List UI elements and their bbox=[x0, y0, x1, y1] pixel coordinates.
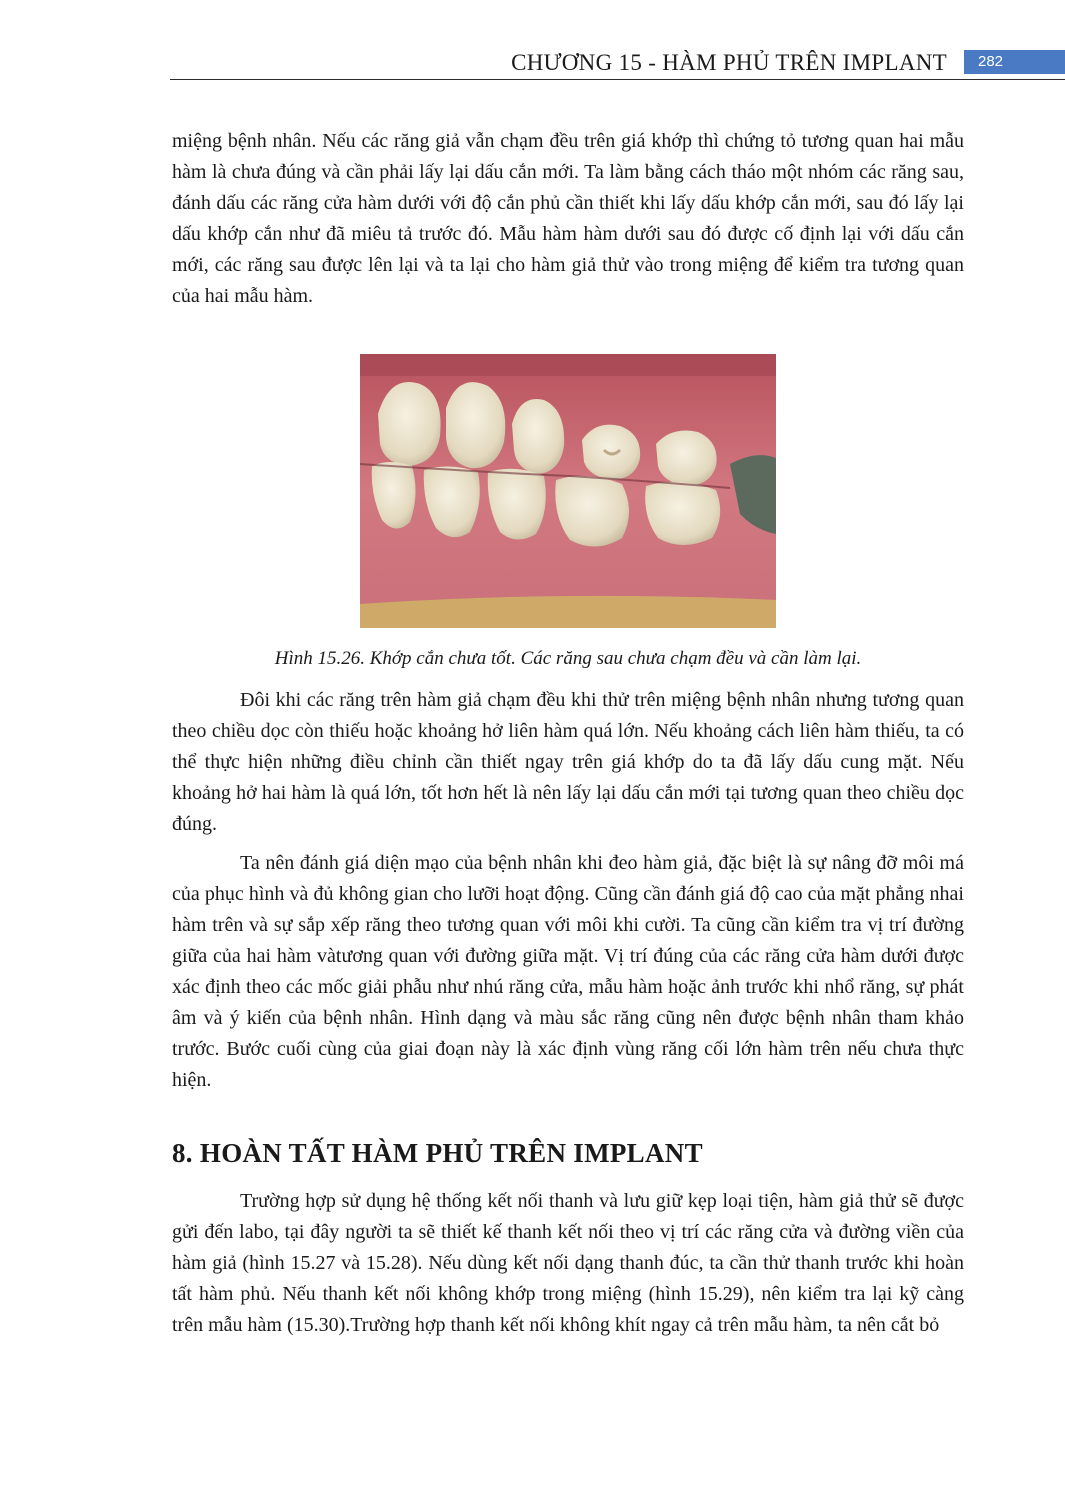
paragraph-3: Ta nên đánh giá diện mạo của bệnh nhân khi đeo hàm giả, đặc biệt là sự nâng đỡ môi má của phục hình và đủ không gian cho lưỡi hoạt động. Cũng cần đánh giá độ cao của mặt phẳng nhai hàm trên và sự sắp xếp răng theo tương quan với môi khi cười. Ta cũng cần kiểm tra vị trí đường giữa của hai hàm vàtương quan với đường giữa mặt. Vị trí đúng của các răng cửa hàm dưới được xác định theo các mốc giải phẫu như nhú răng cửa, mẫu hàm hoặc ảnh trước khi nhổ răng, sự phát âm và ý kiến của bệnh nhân. Hình dạng và màu sắc răng cũng nên được bệnh nhân tham khảo trước. Bước cuối cùng của giai đoạn này là xác định vùng răng cối lớn hàm trên nếu chưa thực hiện. bbox=[172, 852, 964, 1091]
paragraph-block-3 bbox=[172, 848, 964, 1096]
page-number-badge: 282 bbox=[964, 50, 1065, 74]
paragraph-4: Trường hợp sử dụng hệ thống kết nối thanh và lưu giữ kẹp loại tiện, hàm giả thử sẽ được gửi đến labo, tại đây người ta sẽ thiết kế thanh kết nối theo vị trí các răng cửa và đường viền của hàm giả (hình 15.27 và 15.28). Nếu dùng kết nối dạng thanh đúc, ta cần thử thanh trước khi hoàn tất hàm phủ. Nếu thanh kết nối không khớp trong miệng (hình 15.29), nên kiểm tra lại kỹ càng trên mẫu hàm (15.30).Trường hợp thanh kết nối không khít ngay cả trên mẫu hàm, ta nên cắt bỏ bbox=[172, 1190, 964, 1336]
paragraph-block-1 bbox=[172, 126, 964, 312]
dental-photo-illustration bbox=[360, 354, 776, 628]
header-divider bbox=[170, 79, 1065, 80]
chapter-title: CHƯƠNG 15 - HÀM PHỦ TRÊN IMPLANT bbox=[511, 50, 947, 75]
figure-dental-occlusion-photo bbox=[360, 354, 776, 628]
page-header bbox=[0, 46, 1065, 80]
paragraph-2: Đôi khi các răng trên hàm giả chạm đều khi thử trên miệng bệnh nhân nhưng tương quan theo chiều dọc còn thiếu hoặc khoảng hở liên hàm quá lớn. Nếu khoảng cách liên hàm thiếu, ta có thể thực hiện những điều chỉnh cần thiết ngay trên giá khớp do ta đã lấy dấu cung mặt. Nếu khoảng hở hai hàm là quá lớn, tốt hơn hết là nên lấy lại dấu cắn mới tại tương quan theo chiều dọc đúng. bbox=[172, 689, 964, 835]
paragraph-block-2 bbox=[172, 685, 964, 840]
section-heading: 8. HOÀN TẤT HÀM PHỦ TRÊN IMPLANT bbox=[172, 1138, 703, 1168]
paragraph-1: miệng bệnh nhân. Nếu các răng giả vẫn chạm đều trên giá khớp thì chứng tỏ tương quan hai mẫu hàm là chưa đúng và cần phải lấy lại dấu cắn mới. Ta làm bằng cách tháo một nhóm các răng sau, đánh dấu các răng cửa hàm dưới với độ cắn phủ cần thiết khi lấy dấu khớp cắn mới, sau đó lấy lại dấu khớp cắn như đã miêu tả trước đó. Mẫu hàm hàm dưới sau đó được cố định lại với dấu cắn mới, các răng sau được lên lại và ta lại cho hàm giả thử vào trong miệng để kiểm tra tương quan của hai mẫu hàm. bbox=[172, 130, 964, 307]
figure-caption: Hình 15.26. Khớp cắn chưa tốt. Các răng sau chưa chạm đều và cần làm lại. bbox=[274, 648, 862, 669]
paragraph-block-4 bbox=[172, 1186, 964, 1341]
